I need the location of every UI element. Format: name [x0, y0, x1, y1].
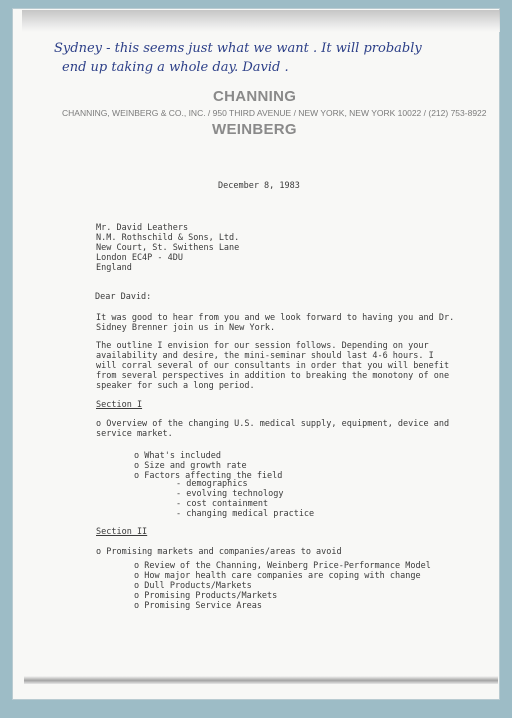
bullet-line: o Overview of the changing U.S. medical supply, equipment, device and — [96, 419, 450, 429]
scan-edge-top — [22, 10, 500, 32]
list-item: o Review of the Channing, Weinberg Price-Performance Model — [134, 561, 431, 571]
letter-date: December 8, 1983 — [218, 181, 300, 191]
section-1-factors — [176, 479, 314, 519]
list-item: o How major health care companies are coping with change — [134, 571, 421, 581]
recipient-line: England — [96, 263, 132, 273]
paragraph-line: It was good to hear from you and we look forward to having you and Dr. — [96, 313, 455, 323]
paragraph-line: The outline I envision for our session follows. Depending on your — [96, 341, 429, 351]
handwritten-note-line-2: end up taking a whole day. David . — [62, 60, 289, 75]
section-2-subitems — [134, 561, 431, 611]
list-item: o What's included — [134, 451, 221, 461]
list-item: o Dull Products/Markets — [134, 581, 252, 591]
bullet-line: service market. — [96, 429, 173, 439]
recipient-block — [96, 223, 239, 273]
paragraph-line: speaker for such a long period. — [96, 381, 255, 391]
recipient-line: London EC4P - 4DU — [96, 253, 183, 263]
paragraph-2 — [96, 341, 449, 391]
recipient-line: New Court, St. Swithens Lane — [96, 243, 240, 253]
list-item: - demographics — [176, 479, 248, 489]
letterhead-address: CHANNING, WEINBERG & CO., INC. / 950 THIRD AVENUE / NEW YORK, NEW YORK 10022 / (212) 753-8922 — [62, 108, 487, 118]
paragraph-line: will corral several of our consultants in order that you will benefit — [96, 361, 450, 371]
list-item: - cost containment — [176, 499, 269, 509]
list-item: o Promising Products/Markets — [134, 591, 278, 601]
recipient-line: N.M. Rothschild & Sons, Ltd. — [96, 233, 240, 243]
scan-edge-bottom — [24, 676, 498, 684]
list-item: o Factors affecting the field — [134, 471, 283, 481]
section-1-heading: Section I — [96, 400, 143, 410]
handwritten-note-line-1: Sydney - this seems just what we want . It will probably — [54, 41, 422, 56]
letterhead-brand-bottom: WEINBERG — [212, 121, 297, 138]
list-item: - evolving technology — [176, 489, 284, 499]
section-2-bullet: o Promising markets and companies/areas to avoid — [96, 547, 342, 557]
recipient-line: Mr. David Leathers — [96, 223, 189, 233]
list-item: o Promising Service Areas — [134, 601, 262, 611]
section-1-bullet — [96, 419, 449, 439]
list-item: o Size and growth rate — [134, 461, 247, 471]
paragraph-line: Sidney Brenner join us in New York. — [96, 323, 276, 333]
section-1-subitems — [134, 451, 282, 481]
list-item: - changing medical practice — [176, 509, 315, 519]
salutation: Dear David: — [95, 292, 152, 302]
paragraph-line: from several perspectives in addition to breaking the monotony of one — [96, 371, 450, 381]
section-2-heading: Section II — [96, 527, 148, 537]
paragraph-1 — [96, 313, 454, 333]
paragraph-line: availability and desire, the mini-seminar should last 4-6 hours. I — [96, 351, 434, 361]
letterhead-brand-top: CHANNING — [213, 88, 297, 105]
